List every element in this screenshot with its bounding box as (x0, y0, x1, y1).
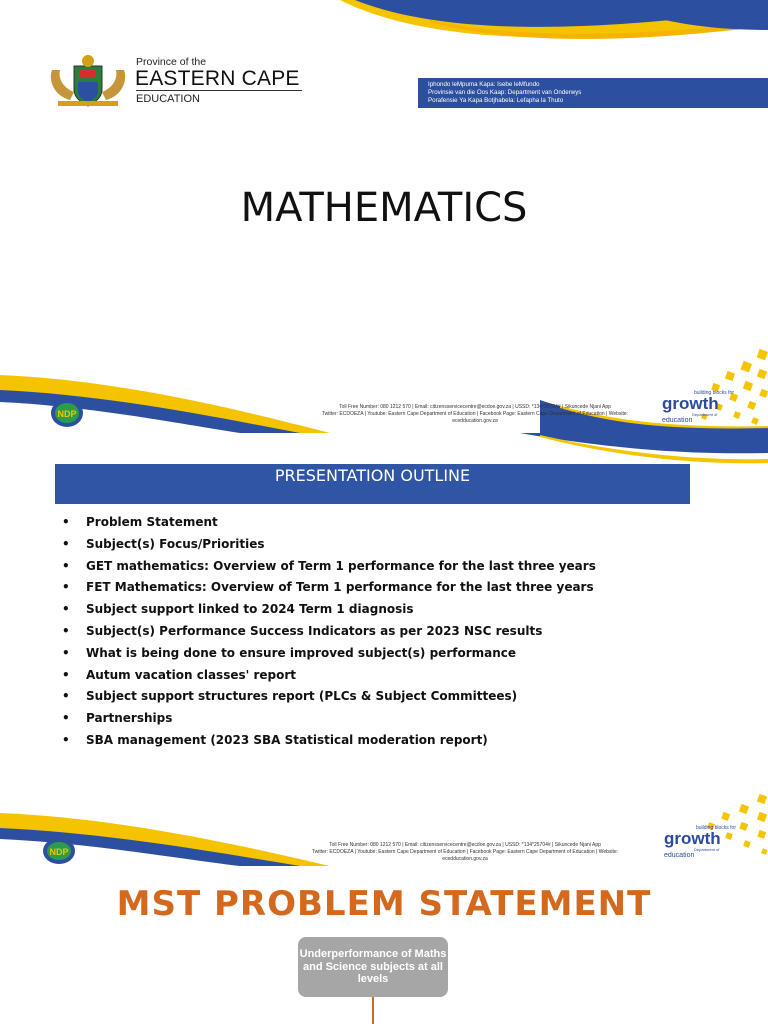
growth-logo (662, 390, 742, 424)
list-item-text: SBA management (2023 SBA Statistical moderation report) (86, 732, 488, 747)
bullet-icon: • (62, 711, 70, 726)
growth-word: growth (664, 829, 721, 848)
list-item (62, 537, 596, 559)
list-item-text: Autum vacation classes' report (86, 667, 297, 682)
list-item-text: Partnerships (86, 711, 173, 726)
province-divider (136, 90, 302, 91)
list-item-text: FET Mathematics: Overview of Term 1 performance for the last three years (86, 580, 594, 595)
ndp-logo (42, 837, 76, 865)
connector-line (372, 997, 374, 1024)
ndp-label: NDP (49, 847, 69, 857)
language-banner (418, 78, 768, 108)
bullet-icon: • (62, 558, 70, 573)
department-label: EDUCATION (136, 93, 200, 105)
bullet-icon: • (62, 667, 70, 682)
footer-line: Toll Free Number: 080 1212 570 | Email: citizensservicecentre@ecdoe.gov.za | USSD: *134*25704# | Sikuncede Njani App (339, 404, 611, 410)
bullet-icon: • (62, 580, 70, 595)
problem-statement-title: MST PROBLEM STATEMENT (116, 884, 652, 924)
bullet-icon: • (62, 645, 70, 660)
list-item-text: Subject support linked to 2024 Term 1 diagnosis (86, 602, 414, 617)
province-label: Province of the (136, 56, 207, 68)
growth-edu: education (664, 852, 695, 859)
footer-line: Twitter: ECDOEZA | Youtube: Eastern Cape Department of Education | Facebook Page: Eastern Cape Department of Education | Website: (311, 849, 619, 855)
growth-edu: education (662, 417, 693, 424)
bullet-icon: • (62, 515, 70, 529)
growth-tagline: building blocks for (695, 825, 736, 831)
list-item (62, 689, 596, 711)
list-item-text: GET mathematics: Overview of Term 1 performance for the last three years (86, 558, 596, 573)
bullet-icon: • (62, 732, 70, 747)
bullet-icon: • (62, 689, 70, 704)
problem-box-text: Underperformance of Maths and Science subjects at all levels (299, 948, 447, 986)
slide-title (0, 0, 768, 433)
list-item (62, 711, 596, 733)
footer-line: Toll Free Number: 080 1212 570 | Email: citizensservicecentre@ecdoe.gov.za | USSD: *134*25704# | Sikuncede Njani App (329, 842, 601, 848)
list-item (62, 646, 596, 668)
growth-logo (664, 825, 744, 859)
outline-header (55, 464, 690, 504)
list-item (62, 624, 596, 646)
footer-line: Twitter: ECDOEZA | Youtube: Eastern Cape Department of Education | Facebook Page: Eastern Cape Department of Education | Website: (321, 411, 629, 417)
growth-tagline: building blocks for (693, 390, 734, 396)
list-item-text: Subject support structures report (PLCs & Subject Committees) (86, 689, 518, 704)
problem-box (298, 937, 448, 997)
bullet-icon: • (62, 536, 70, 551)
growth-dept: Department of (694, 847, 720, 852)
ndp-label: NDP (57, 409, 77, 419)
list-item (62, 515, 596, 537)
growth-dept: Department of (692, 412, 718, 417)
footer-contact (300, 404, 650, 425)
slide-outline (0, 433, 768, 866)
bullet-icon: • (62, 623, 70, 638)
list-item (62, 559, 596, 581)
province-name: EASTERN CAPE (135, 67, 300, 90)
banner-line: Iphondo leMpuma Kapa: Isebe leMfundo (428, 81, 540, 88)
list-item (62, 602, 596, 624)
banner-line: Provinsie van die Oos Kaap: Department van Onderwys (428, 89, 582, 96)
outline-title: PRESENTATION OUTLINE (274, 466, 471, 485)
slide-title-text: MATHEMATICS (240, 185, 528, 231)
list-item (62, 733, 596, 755)
footer-line: ecedducation.gov.za (452, 418, 498, 424)
ndp-logo (50, 398, 84, 428)
footer-line: ecedducation.gov.za (442, 856, 488, 862)
list-item-text: What is being done to ensure improved subject(s) performance (86, 645, 517, 660)
coat-of-arms-logo (44, 52, 132, 108)
footer-contact (290, 842, 640, 863)
list-item (62, 668, 596, 690)
banner-line: Porafensie Ya Kapa Botjhabela: Lefapha la Thuto (428, 97, 564, 104)
list-item-text: Subject(s) Focus/Priorities (86, 536, 265, 551)
list-item-text: Problem Statement (86, 515, 218, 529)
bullet-icon: • (62, 602, 70, 617)
list-item (62, 580, 596, 602)
growth-word: growth (662, 394, 719, 413)
outline-list (62, 515, 596, 755)
slide-problem-statement (0, 866, 768, 1024)
list-item-text: Subject(s) Performance Success Indicators as per 2023 NSC results (86, 623, 543, 638)
